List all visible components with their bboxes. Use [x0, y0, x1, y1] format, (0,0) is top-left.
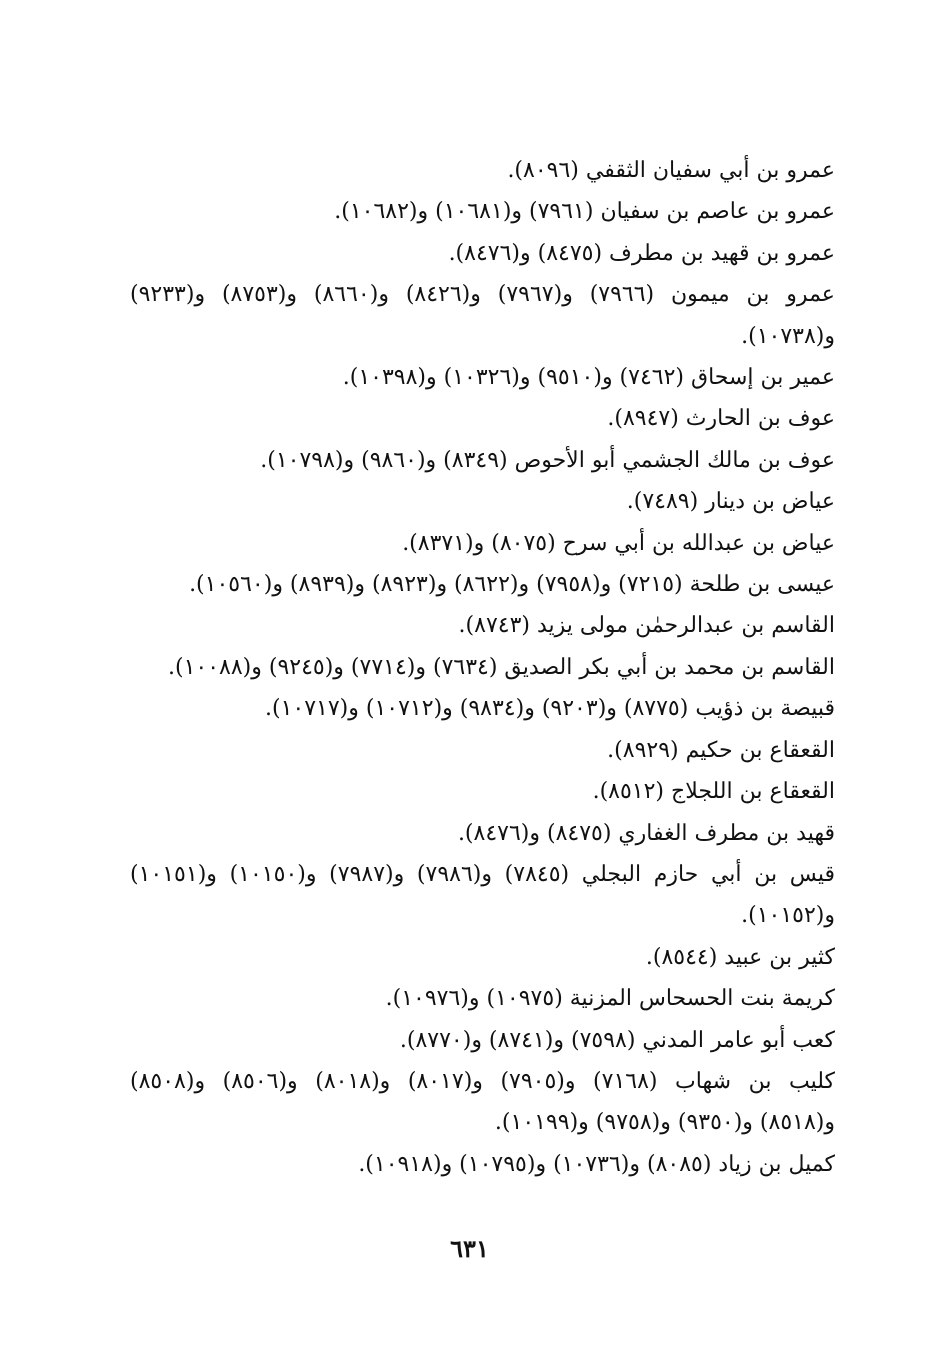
- entry-line: عياض بن عبدالله بن أبي سرح (٨٠٧٥) و(٨٣٧١).: [402, 530, 835, 556]
- index-entry: [130, 647, 835, 688]
- index-entry: [130, 937, 835, 978]
- index-entry: [130, 440, 835, 481]
- entry-line: قهيد بن مطرف الغفاري (٨٤٧٥) و(٨٤٧٦).: [457, 820, 835, 846]
- index-entry: [130, 357, 835, 398]
- index-entry: [130, 191, 835, 232]
- entry-line: عيسى بن طلحة (٧٢١٥) و(٧٩٥٨) و(٨٦٢٢) و(٨٩٢٣) و(٨٩٣٩) و(١٠٥٦٠).: [189, 572, 835, 598]
- index-entry: [130, 854, 835, 937]
- entry-line: كميل بن زياد (٨٠٨٥) و(١٠٧٣٦) و(١٠٧٩٥) و(١٠٩١٨).: [358, 1151, 835, 1177]
- entry-line: عمرو بن قهيد بن مطرف (٨٤٧٥) و(٨٤٧٦).: [448, 240, 835, 266]
- entry-line: قبيصة بن ذؤيب (٨٧٧٥) و(٩٢٠٣) و(٩٨٣٤) و(١٠٧١٢) و(١٠٧١٧).: [265, 696, 835, 722]
- index-entry: [130, 481, 835, 522]
- index-entry: [130, 1061, 835, 1144]
- page-number: ٦٣١: [450, 1234, 489, 1263]
- index-entry: [130, 730, 835, 771]
- entry-line: عمير بن إسحاق (٧٤٦٢) و(٩٥١٠) و(١٠٣٢٦) و(١٠٣٩٨).: [342, 365, 835, 391]
- entry-line: القاسم بن عبدالرحمٰن مولى يزيد (٨٧٤٣).: [458, 613, 835, 639]
- entry-line: عمرو بن عاصم بن سفيان (٧٩٦١) و(١٠٦٨١) و(١٠٦٨٢).: [334, 199, 835, 225]
- entry-line: كريمة بنت الحسحاس المزنية (١٠٩٧٥) و(١٠٩٧٦).: [385, 986, 835, 1012]
- entry-line-continuation: و(١٠١٥٢).: [741, 903, 835, 929]
- index-page: [130, 150, 835, 1185]
- index-entry: [130, 564, 835, 605]
- index-entry: [130, 1020, 835, 1061]
- entry-line-continuation: و(٨٥١٨) و(٩٣٥٠) و(٩٧٥٨) و(١٠١٩٩).: [494, 1110, 835, 1136]
- entry-line-continuation: و(١٠٧٣٨).: [741, 323, 835, 349]
- entry-line: عوف بن مالك الجشمي أبو الأحوص (٨٣٤٩) و(٩٨٦٠) و(١٠٧٩٨).: [260, 447, 835, 473]
- index-entry: [130, 771, 835, 812]
- entry-line: عوف بن الحارث (٨٩٤٧).: [607, 406, 835, 432]
- entry-line: عمرو بن ميمون (٧٩٦٦) و(٧٩٦٧) و(٨٤٢٦) و(٨٦٦٠) و(٨٧٥٣) و(٩٢٣٣): [130, 282, 835, 308]
- index-entry: [130, 605, 835, 646]
- entry-line: عياض بن دينار (٧٤٨٩).: [626, 489, 835, 515]
- index-entry: [130, 978, 835, 1019]
- index-entry: [130, 813, 835, 854]
- index-entry: [130, 233, 835, 274]
- entry-line: كليب بن شهاب (٧١٦٨) و(٧٩٠٥) و(٨٠١٧) و(٨٠١٨) و(٨٥٠٦) و(٨٥٠٨): [130, 1068, 835, 1094]
- index-entry: [130, 398, 835, 439]
- index-entry: [130, 274, 835, 357]
- entry-line: عمرو بن أبي سفيان الثقفي (٨٠٩٦).: [507, 158, 835, 183]
- entry-line: القاسم بن محمد بن أبي بكر الصديق (٧٦٣٤) و(٧٧١٤) و(٩٢٤٥) و(١٠٠٨٨).: [167, 654, 835, 680]
- entry-line: كعب أبو عامر المدني (٧٥٩٨) و(٨٧٤١) و(٨٧٧٠).: [399, 1027, 835, 1053]
- entry-line: القعقاع بن اللجلاج (٨٥١٢).: [592, 779, 835, 805]
- entry-line: قيس بن أبي حازم البجلي (٧٨٤٥) و(٧٩٨٦) و(٧٩٨٧) و(١٠١٥٠) و(١٠١٥١): [130, 861, 835, 887]
- index-entry: [130, 688, 835, 729]
- entry-line: كثير بن عبيد (٨٥٤٤).: [645, 944, 835, 970]
- entry-line: القعقاع بن حكيم (٨٩٢٩).: [607, 737, 835, 763]
- index-entry: [130, 523, 835, 564]
- index-entry: [130, 150, 835, 191]
- index-entry: [130, 1144, 835, 1185]
